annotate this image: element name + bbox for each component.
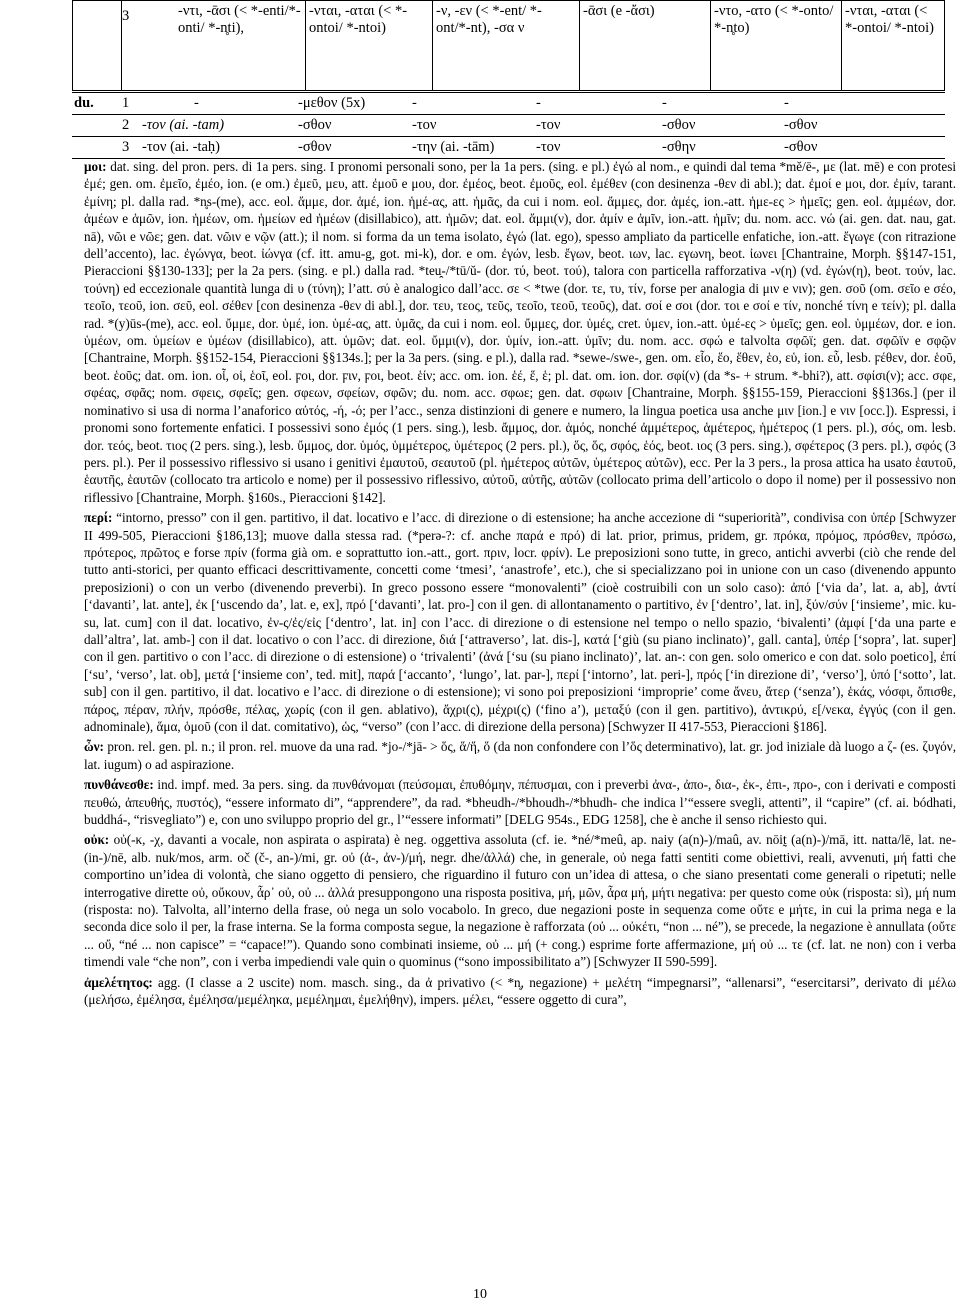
du-2-num: 2 bbox=[122, 117, 130, 133]
du-1-c3: - bbox=[412, 95, 417, 111]
cell-3-4: -ᾱσι (e -ἄσι) bbox=[580, 1, 711, 91]
du-3-c5: -σθην bbox=[662, 139, 696, 155]
table-row bbox=[72, 114, 945, 136]
entry bbox=[84, 974, 956, 1009]
du-1-num: 1 bbox=[122, 95, 130, 111]
entry-head: μοι: bbox=[84, 159, 107, 174]
du-3-c6: -σθον bbox=[784, 139, 818, 155]
cell-3-1: -ντι, -ᾱσι (< *-enti/*-onti/ *-n̥ti), bbox=[122, 1, 306, 91]
dual-rows bbox=[72, 92, 945, 159]
du-1-c1: - bbox=[194, 95, 199, 111]
du-2-c2: -σθον bbox=[298, 117, 332, 133]
du-2-c3: -τον bbox=[412, 117, 437, 133]
page-number: 10 bbox=[473, 1287, 487, 1302]
row-number: 3 bbox=[122, 8, 130, 24]
entry-text: ind. impf. med. 3a pers. sing. da πυνθάνομαι (πεύσομαι, ἐπυθόμην, πέπυσμαι, con i preverbi ἀνα-, ἀπο-, δια-, ἐκ-, ἐπι-, προ-, con i derivati e composti πευθώ, ἀπευθής, πυστός), “essere informato di”, “apprendere”, da rad. *bheudh-/*bhoudh-/*bhudh- che indica l’“essere svegli, attenti”, il “capire” (cf. ai. bódhati, buddhá-, “risvegliato”) e, con uno sviluppo proprio del gr., l’“essere informati” [DELG 954s., EDG 1258], che è anche il senso richiesto qui. bbox=[84, 777, 956, 828]
entry bbox=[84, 509, 956, 735]
du-1-c4: - bbox=[536, 95, 541, 111]
entry-text: οὐ(-κ, -χ, davanti a vocale, non aspirata o aspirata) è neg. oggettiva assoluta (cf. ie. *né/*meû, ap. naiy (a(n)-)/maû, av. nōit̰ (a(n)-)/mā, itt. natta/lē, lat. ne- (in-)/nē, alb. nuk/mos, arm. oč (č-, an-)/mi, gr. οὐ (ἀ-, ἀν-)/μή, negr. dhe/ἀλλά) che, in generale, οὐ nega fatti sentiti come obiettivi, reali, avvenuti, μή fatti che comportino un’idea di volontà, che siano oggetto di pensiero, che riguardino il futuro con un’idea di attesa, o che siano presentati come generali o ripetuti; nelle interrogative dirette οὐ, οὔκουν, ἆρ᾽ οὐ, οὐ ... ἀλλά presuppongono una risposta positiva, μή, μῶν, ἆρα μή, μήτι negativa: per questo come οὐκ (risposta: sì), μή num (risposta: no). Talvolta, all’interno della frase, οὐ nega un solo vocabolo. In greco, due negazioni poste in sequenza come οὔτε e μήτε, in cui la prima nega e la seconda dice solo il per, la frase interna. Se la forma composta segue, la negazione è rafforzata (οὐ ... οὐκέτι, “non ... né”), se precede, la negazione è annullata (οὔτε ... οὔ, “né ... non capisce” = “capace!”). Quando sono combinati insieme, οὐ ... μή (+ cong.) esprime forte affermazione, μή οὐ ... τε (cf. lat. ne non) con i verba timendi vale “che non”, con i verba impediendi vale quin o quominus (“sono impossibilitato a”) [Schwyzer II 590-599]. bbox=[84, 832, 957, 970]
du-3-c3: -την (ai. -tām) bbox=[412, 139, 495, 155]
du-2-c4: -τον bbox=[536, 117, 561, 133]
ending-table bbox=[72, 0, 945, 91]
cell-3-5: -ντο, -ατο (< *-onto/ *-n̥to) bbox=[711, 1, 842, 91]
entry bbox=[84, 738, 956, 773]
entry-head: περί: bbox=[84, 510, 113, 526]
entry bbox=[84, 776, 956, 828]
du-3-c4: -τον bbox=[536, 139, 561, 155]
entry-text: pron. rel. gen. pl. n.; il pron. rel. muove da una rad. *jo-/*jā- > ὅς, ἅ/ἥ, ὅ (da non confondere con l’ὅς determinativo), lat. gr. jod iniziale dà luogo a ζ- (es. ζυγόν, lat. iugum) o ad aspirazione. bbox=[84, 739, 956, 772]
entry-text: “intorno, presso” con il gen. partitivo, il dat. locativo e l’acc. di direzione o di estensione; ha anche accezione di “superiorità”, condivisa con ὑπέρ [Schwyzer II 499-505, Pieraccioni §186,13]; muove dalla stessa rad. (*perə-?: cf. anche παρά e πρό) di lat. prior, primus, pridem, gr. πρόκα, πρόμος, πρόσθεν, πρόσω, πρότερος, πρῶτος e forse πρίν (forma già om. e soprattutto ion.-att., gort. πριν, locr. φρίν). Le preposizioni sono tutte, in greco, antichi avverbi (ciò che rende del tutto anti-storici, per quanto efficaci descrittivamente, concetti come ‘tmesi’, ‘anastrofe’, etc.), che si specializzano poi in unione con un caso (divenendo appunto preposizioni) o con un verbo (divenendo preverbi). In greco possono essere “monovalenti” (cioè costruibili con un solo caso): ἀπό [‘via da’, lat. a, ab], ἀντί [‘davanti’, lat. ante], ἐκ [‘uscendo da’, lat. e, ex], πρό [‘davanti’, lat. pro-] con il gen. di allontanamento o partitivo, ἐν [‘dentro’, lat. in], ξύν/σύν [‘insieme’, mic. ku-su, lat. cum] con il dat. locativo, ἐν-ς/ἐς/εἰς [‘dentro’, lat. in] con l’acc. di direzione o di estensione nel tempo o nello spazio, ‘bivalenti’ (ἀμφί [‘da una parte e dall’altra’, lat. amb-] con il dat. locativo o con l’acc. di direzione, διά [‘attraverso’, lat. dis-], κατά [‘giù (su piano inclinato)’, gall. canta], ὑπέρ [‘sopra’, lat. super] con il gen. partitivo o con l’acc. di direzione o di estensione) o ‘trivalenti’ (ἀνά [‘su (su piano inclinato)’, lat. an-: con gen. solo omerico e con dat. solo poetico], ἐπί [‘su’, ‘verso’, lat. ob], μετά [‘insieme con’, ted. mit], παρά [‘accanto’, ‘lungo’, lat. par-], περί [‘intorno’, lat. peri-], πρός [‘in direzione di’, ‘verso’], ὑπό [‘sotto’, lat. sub] con il gen. partitivo, il dat. locativo e l’acc. di direzione o di estensione); vi sono poi preposizioni ‘improprie’ come ἄνευ, ἄτερ (‘senza’), ἑκάς, νόσφι, ὄπισθε, πάρος, πέραν, πλήν, πρόσθε, πέλας, χωρίς (con il gen. ablativo), ἄχρι(ς), μέχρι(ς) (‘fino a’), μεταξύ (con il gen. partitivo), ἀντικρύ, ε[/νεκα, ἐγγύς (con il gen. adnominale), ἅμα, ὁμοῦ (con il dat. comitativo), ὡς, “verso” (con l’acc. di direzione della persona) [Schwyzer II 417-553, Pieraccioni §186]. bbox=[84, 510, 956, 734]
du-1-c6: - bbox=[784, 95, 789, 111]
entry-text: dat. sing. del pron. pers. di 1a pers. sing. I pronomi personali sono, per la 1a pers. (sing. e pl.) ἐγώ al nom., e quindi dal tema *mĕ/ē-, με (lat. mē) e con protesi ἐμέ; gen. om. ἐμεῖο, ἐμέο, ion. (e om.) ἐμεῦ, μευ, att. ἐμοῦ e μου, dor. ἐμέος, beot. ἐμοῦς, eol. ἐμέθεν (con desinenza -θεν di abl.); dat. ἐμοί e μοι, dor. ἐμίν, tarant. ἐμίνη; pl. dalla rad. *n̥s-(me), acc. eol. ἄμμε, dor. ἁμέ, ion. ἡμέ-ας, att. ἡμᾶς, da cui i nom. eol. ἄμμες, dor. ἁμές, ion.-att. ἡμε-ες > ἡμεῖς; gen. eol. ἀμμέων, dor. ἁμέων e ἁμῶν, ion. ἡμέων, om. ἡμείων ed ἡμέων (disillabico), att. ἡμῶν; dat. eol. ἄμμι(ν), dor. ἁμίν e ἁμῖν, ion.-att. ἡμῖν; du. nom. acc. νώ (ai. gen. dat. nau, gat. nā), νῶι e νῶε; gen. dat. νῶιν e νῷν (att.); il nom. si forma da un tema isolato, ἐγώ (lat. ego), spesso ampliato da particelle enfatiche, ion.-att. ἔγωγε (con ritrazione dell’accento), lac. ἐγώνγα, beot. ἰώνγα (cf. itt. amu-g, got. mi-k), dor. e om. ἐγών, lesb. ἔγων, beot. ιων, lac. εγωνη, beot. ἰωνει [Chantraine, Morph. §§147-151, Pieraccioni §§130-133]; per la 2a pers. (sing. e pl.) dalla rad. *teu̯-/*tū/ŭ- (dor. τύ, beot. τού), talora con particella rafforzativa -ν(η) (vd. ἐγών(η), beot. τούν, lac. τούνη) ed eccezionale quantità lunga di υ (τύνη); l’att. σύ è analogico dall’acc. σε < *twe (dor. τε, τυ, τίν, forse per analogia di μιν e νιν); gen. σοῦ (om. σεῖο e σέο, τεοῖο, τεοῦ, ion. σεῦ, eol. σέθεν [con desinenza -θεν di abl.], dor. τευ, τεος, τεῦς, τεοῖο, τεοῦ, τεοῦς), dat. σοί e σοι (dor. τοι e σοί e τίν, nonché τίνη e τείν); pl. dalla rad. *(y)ūs-(me), acc. eol. ὔμμε, dor. ὑμέ, ion. ὑμέ-ας, att. ὑμᾶς, da cui i nom. eol. ὔμμες, dor. ὑμές, cret. ὑμεν, ion.-att. ὑμέ-ες > ὑμεῖς; gen. eol. ὑμμέων, dor. e ion. ὑμέων, om. ὑμείων e ὑμέων (disillabico), att. ὑμῶν; dat. eol. ὔμμι(ν), dor. ὑμίν, ion.-att. ὑμῖν; du. nom. acc. σφώ e talvolta σφῶϊ; gen. dat. σφῶϊν e σφῷν [Chantraine, Morph. §§152-154, Pieraccioni §§134s.]; per la 3a pers. (sing. e pl.), dalla rad. *sewe-/swe-, gen. om. εἷο, ἕο, ἕθεν, ἑο, εὑ, ion. εὗ, lesb. ϝέθεν, dor. ἑοῦ, beot. ἑοῦς; dat. om. ion. οἷ, οἱ, ἑοῖ, eol. ϝοι, dor. ϝιν, ϝοι, beot. ἑίν; acc. om. ion. ἑέ, ἕ, ἑ; pl. dat. om. ion. dor. σφί(ν) (da *s- + strum. *-bhi?), att. σφίσι(ν); acc. σφε, σφέας, σφᾶς; nom. σφεις, σφεῖς; gen. σφεων, σφείων, σφῶν; du. nom. acc. σφωε; gen. dat. σφωιν [Chantraine, Morph. §§155-159, Pieraccioni §§136s.] (per il nominativo si usa di norma l’anaforico αὐτός, -ή, -ό; per l’acc., senza distinzioni di genere e numero, la lingua poetica usa anche μιν [ion.] e νιν [occ.]). Espressi, i pronomi sono fortemente enfatici. I possessivi sono ἐμός (1 pers. sing.), lesb. ἄμμος, dor. ἁμός, nonché ἀμμέτερος, ἁμέτερος, ἡμέτερος (1 pers. pl.), σός, om. lesb. dor. τεός, beot. τιος (2 pers. sing.), lesb. ὔμμος, dor. ὑμός, ὑμμέτερος, ὑμέτερος (2 pers. pl.), ὅς, ὅς, σφός, ἑός, beot. ιος (3 pers. sing.), σφέτερος (3 pers. pl.), σφός (3 pers. pl.). Per il possessivo riflessivo si usano i genitivi ἐμαυτοῦ, σεαυτοῦ (pl. ἡμέτερος αὐτῶν, ὑμέτερος αὐτῶν), ecc. Per la 3 pers., la prosa attica ha usato ἑαυτοῦ, ἑαυτῆς, ἑαυτῶν (collocato tra articolo e nome) per il possessivo riflessivo, αὐτοῦ, αὐτῆς, αὐτῶν (collocato prima dell’articolo o dopo il nome) per il possessivo non riflessivo [Chantraine, Morph. §160s., Pieraccioni §142]. bbox=[84, 159, 956, 505]
table-row bbox=[73, 1, 945, 91]
commentary-text bbox=[84, 158, 956, 1012]
du-2-c5: -σθον bbox=[662, 117, 696, 133]
entry bbox=[84, 158, 956, 506]
entry-head: πυνθάνεσθε: bbox=[84, 777, 154, 793]
du-1-c2: -μεθον (5x) bbox=[298, 95, 366, 111]
row-label-empty bbox=[73, 1, 122, 91]
du-1-c5: - bbox=[662, 95, 667, 111]
dual-label: du. bbox=[74, 95, 94, 111]
entry-text: agg. (I classe a 2 uscite) nom. masch. sing., da ἀ privativo (< *n̥, negazione) + μελέτη “impegnarsi”, “allenarsi”, “esercitarsi”, derivato di μέλω (μελήσω, ἐμέλησα, ἐμέλησα/μεμέληκα, μεμέλημαι, ἐμελήθην), impers. μέλει, “essere oggetto di cura”, bbox=[84, 974, 957, 1008]
entry-head: ὦν: bbox=[84, 739, 104, 755]
entry-head: ἀμελέτητος: bbox=[84, 974, 153, 990]
table-row bbox=[72, 136, 945, 159]
entry-head: οὐκ: bbox=[84, 832, 110, 848]
entry bbox=[84, 831, 956, 970]
du-3-c2: -σθον bbox=[298, 139, 332, 155]
cell-3-2: -νται, -αται (< *-ontoi/ *-ntoi) bbox=[306, 1, 433, 91]
du-2-c1: -τον (ai. -tam) bbox=[142, 117, 225, 133]
table-row bbox=[72, 92, 945, 114]
du-3-num: 3 bbox=[122, 139, 130, 155]
cell-3-6: -νται, -αται (< *-ontoi/ *-ntoi) bbox=[842, 1, 945, 91]
cell-3-3: -ν, -εν (< *-ent/ *-ont/*-nt), -σα ν bbox=[433, 1, 580, 91]
du-3-c1: -τον (ai. -taḥ) bbox=[142, 139, 221, 155]
du-2-c6: -σθον bbox=[784, 117, 818, 133]
